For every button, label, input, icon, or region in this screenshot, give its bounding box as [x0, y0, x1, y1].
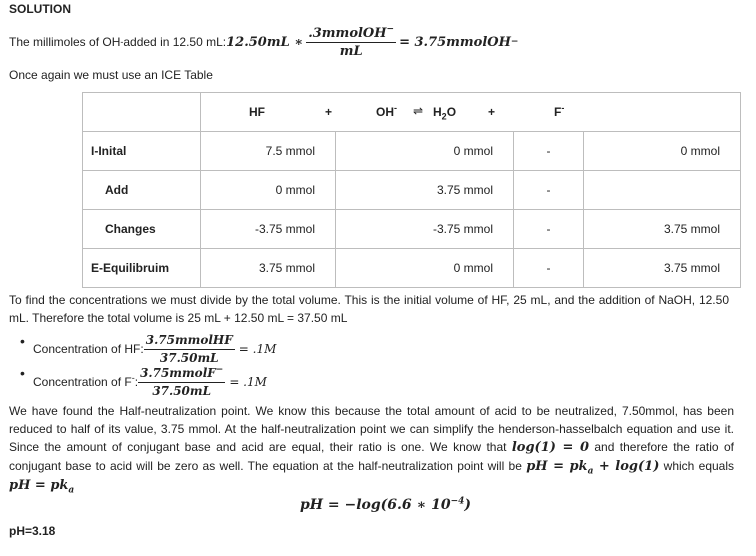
- eq-rhs: = 3.75mmolOH: [399, 34, 511, 50]
- ice-row-initial: [83, 132, 741, 171]
- cell-h2o: -: [514, 132, 584, 171]
- cell-oh: 0 mmol: [336, 132, 514, 171]
- ph-result: pH=3.18: [9, 524, 56, 538]
- ice-row-equilibrium: [83, 249, 741, 288]
- cell-hf: -3.75 mmol: [201, 210, 336, 249]
- conc-result: = .1M: [238, 342, 277, 356]
- intro-text2: added in 12.50 mL:: [123, 35, 227, 49]
- ph-equation: pH = −log(6.6 ∗ $10^{-4}$): [300, 496, 471, 513]
- cell-h2o: -: [514, 249, 584, 288]
- conc-label: • Concentration of F-:: [33, 373, 139, 389]
- header-h2o: $H_2O$: [433, 105, 457, 122]
- ice-row-add: [83, 171, 741, 210]
- conc-fraction: $\frac{3.75mmolF^-}{37.50mL}$: [140, 364, 224, 398]
- conc-num: 3.75mmolF: [140, 365, 216, 380]
- header-f: F-: [554, 103, 565, 119]
- oh-millimoles-line: The millimoles of OH - added in 12.50 mL: 12.50mL ∗ $\frac{.3mmolOH^-}{mL}$ = 3.75mmolOH −: [9, 24, 519, 59]
- conc-den: 37.50mL: [152, 383, 212, 398]
- cell-f: 0 mmol: [584, 132, 741, 171]
- header-plus-2: +: [488, 105, 496, 119]
- conc-num: 3.75mmolHF: [144, 333, 235, 350]
- conc-den: 37.50mL: [159, 350, 219, 365]
- conc-label: • Concentration of HF:: [33, 342, 144, 356]
- ice-header-row: [83, 93, 741, 132]
- eq-lhs: 12.50mL ∗: [226, 34, 304, 50]
- ice-intro: Once again we must use an ICE Table: [9, 68, 213, 82]
- header-oh: OH-: [376, 103, 397, 119]
- header-hf: HF: [249, 105, 265, 119]
- cell-hf: 0 mmol: [201, 171, 336, 210]
- row-label: Add: [83, 171, 201, 210]
- math-ph-pka: pH = $pk_a$: [9, 478, 75, 496]
- total-volume-paragraph: To find the concentrations we must divide by the total volume. This is the initial volume of HF, 25 mL, and the addition of NaOH, 12.50 mL. Therefore the total volume is 25 mL + 12.50 mL = 37.50 mL: [9, 293, 729, 325]
- cell-h2o: -: [514, 210, 584, 249]
- cell-hf: 7.5 mmol: [201, 132, 336, 171]
- row-label: Changes: [83, 210, 201, 249]
- row-label: I-Inital: [83, 132, 201, 171]
- concentration-list: [0, 333, 400, 399]
- cell-f: [584, 171, 741, 210]
- ice-table: [82, 92, 741, 288]
- reaction-header: [201, 93, 741, 132]
- oh-fraction: [306, 26, 396, 59]
- row-label: E-Equilibruim: [83, 249, 201, 288]
- ice-row-changes: [83, 210, 741, 249]
- header-plus-1: +: [325, 105, 333, 119]
- cell-oh: 3.75 mmol: [336, 171, 514, 210]
- intro-text: The millimoles of OH: [9, 35, 121, 49]
- frac-den: mL: [339, 43, 363, 59]
- math-log1: log(1) = 0: [511, 440, 589, 455]
- cell-h2o: -: [514, 171, 584, 210]
- cell-f: 3.75 mmol: [584, 249, 741, 288]
- concentration-hf: [0, 333, 400, 365]
- concentration-f: [0, 365, 400, 399]
- conc-fraction: [144, 333, 235, 366]
- half-neutralization-paragraph: We have found the Half-neutralization point. We know this because the total amount of acid to be neutralized, 7.50mmol, has been reduced to half of its value, 3.75 mmol. At the half-neutralization point we can simplify the henderson-hasselbalch equation and use it. Since the amount of conjugant base and acid are equal, their ratio is one. We know that log(1) = 0 and therefore the ratio of conjugant base to acid will be zero as well. The equation at the half-neutralization point will be pH = $pk_a + \log(1)$ which equals pH = $pk_a$: [9, 404, 735, 496]
- conc-result: = .1M: [229, 375, 267, 389]
- equilibrium-arrow-icon: ⇌: [413, 104, 424, 118]
- math-hh-equation: pH = $pk_a + \log(1)$: [526, 459, 660, 477]
- solution-heading: SOLUTION: [9, 2, 71, 16]
- frac-num-sup: −: [386, 24, 395, 35]
- header-empty-cell: [83, 93, 201, 132]
- frac-num: .3mmolOH: [308, 25, 387, 41]
- cell-hf: 3.75 mmol: [201, 249, 336, 288]
- cell-oh: -3.75 mmol: [336, 210, 514, 249]
- cell-oh: 0 mmol: [336, 249, 514, 288]
- cell-f: 3.75 mmol: [584, 210, 741, 249]
